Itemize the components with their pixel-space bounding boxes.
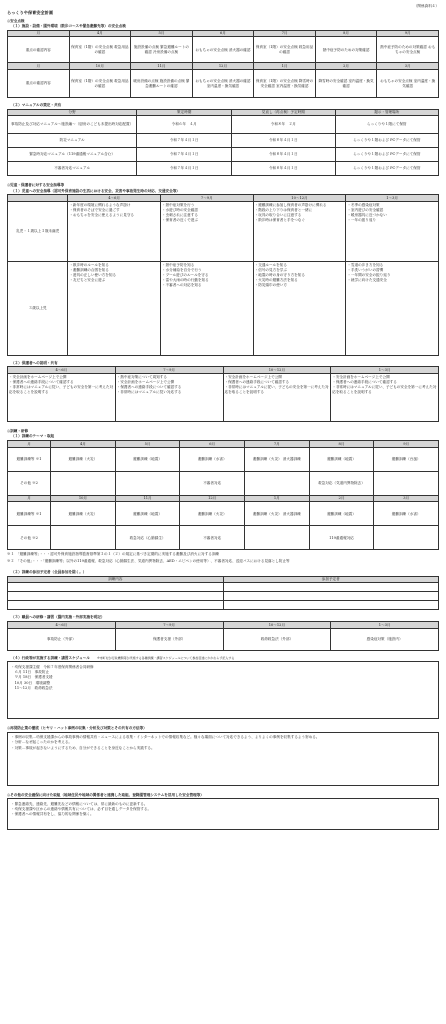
column-header: 1～3月 — [331, 621, 439, 628]
guidance-cell — [68, 261, 161, 355]
recurrence-prevention-box — [7, 732, 439, 786]
table-cell: おもちゃの安全点検 室内温度・換気確認 — [377, 70, 439, 98]
bullet-line: ・火災時の避難方法を知る — [254, 277, 298, 282]
bullet-line: ・地震の時の身の守り方を知る — [254, 272, 305, 277]
bullet-line: ・新年度の環境に慣れるような声掛け — [69, 202, 131, 207]
table-cell — [223, 583, 439, 592]
bullet-line: ・保育者のそばで安全に過ごす — [69, 207, 120, 212]
table-cell: 重点の確認内容 — [8, 37, 70, 63]
parent-sharing-table — [7, 366, 439, 422]
bullet-line: ・散歩時のルールを知る — [69, 262, 109, 267]
month-cell: 8月 — [309, 440, 374, 447]
bullet-line: ・安全計画をホームページ上で公開 — [224, 374, 282, 379]
table-cell — [51, 526, 116, 550]
parent-sharing-subheading: （２）保護者への説明・共有 — [11, 360, 58, 365]
manual-subheading: （２）マニュアルの策定・共有 — [11, 103, 62, 108]
month-cell: 3月 — [374, 495, 439, 502]
table-cell: 避難訓練（地震） — [115, 502, 180, 526]
table-cell: 救急対応（心肺蘇生） — [115, 526, 180, 550]
other-measures-box — [7, 798, 439, 830]
table-cell: らっくりや１階および PCデータにて保管 — [335, 134, 438, 148]
column-header: 1～3月 — [346, 195, 439, 202]
column-header: 7～9月 — [115, 621, 223, 628]
table-cell: 令和８年 ２月 — [232, 116, 335, 134]
table-cell: 感染症対策（施設内） — [331, 628, 439, 650]
table-cell — [8, 592, 224, 601]
table-cell — [223, 592, 439, 601]
row-label: ３歳以上児 — [8, 261, 68, 355]
manual-table — [7, 109, 439, 177]
table-cell: 保育室（1階）の安全点検 救急用品の確認 — [254, 37, 316, 63]
sharing-cell — [331, 374, 439, 422]
bullet-line: ・遊具の正しい使い方を知る — [69, 272, 117, 277]
table-cell: 事故防止（外部） — [8, 628, 116, 650]
month-cell: 12月 — [180, 495, 245, 502]
table-cell: 熱中症予防のための対策確認 おもちゃの安全点検 — [377, 37, 439, 63]
column-header: 分野 — [8, 109, 137, 116]
month-cell: 月 — [8, 30, 70, 37]
bullet-line: ・不審者への対応を知る — [161, 283, 202, 288]
bullet-line: ・交通ルールを知る — [254, 262, 287, 267]
column-header: 訓練内容 — [8, 576, 224, 583]
participants-subheading: （２）訓練の参加予定者（全員参加を除く。） — [11, 570, 87, 575]
table-cell: 救命救急法（外部） — [223, 628, 331, 650]
footnote-2: ※２ 「その他」・・・「避難訓練等」以外の119番通報、救急対応（心肺蘇生法、気道内異物除去、AED・エピペンの使用等）、不審者対応、送迎バスにおける見落とし防止等 — [7, 558, 290, 563]
month-cell: 1月 — [245, 495, 310, 502]
text-line: ・事例の収集…幼保支援課からの事故事例の情報共有・ニュースによる収集・インターネットでの情報収集など。様々な場面について対応できるよう、よりよくの事例を収集するよう努める。 — [11, 735, 320, 740]
month-cell: 6月 — [192, 30, 254, 37]
month-cell: 10月 — [51, 495, 116, 502]
document-title: らっくりや保育安全計画 — [7, 10, 54, 16]
month-cell: 1月 — [254, 63, 316, 70]
bullet-line: ・手洗いうがいの習慣 — [347, 267, 384, 272]
month-cell: 2月 — [315, 63, 377, 70]
bullet-line: ・熱中症対策について周知する — [116, 374, 167, 379]
external-training-note: ※市町村が行政機関等が実施する各種訓練・講習スケジュールについて参加目途にかかわらず記入する — [97, 655, 235, 660]
column-header: 10～12月 — [223, 367, 331, 374]
month-cell: 5月 — [131, 30, 193, 37]
child-guidance-subheading: （１）児童への安全指導（認可外保育施設の生活における安全、災害や事故発生時の対応、交通安全等） — [11, 188, 180, 193]
bullet-line: ・一年の振り返り — [347, 217, 377, 222]
bullet-line: ・おもちゃを安全に使えるように見守る — [69, 212, 135, 217]
column-header: 7～9月 — [115, 367, 223, 374]
reference-label: （関係資料４） — [413, 4, 439, 8]
table-cell — [8, 601, 224, 610]
participants-table — [7, 576, 439, 611]
bullet-line: ・保育者の近くで遊ぶ — [161, 217, 198, 222]
table-cell: 事故防止及び対応マニュアル～施設編～（厨房のこども未提出時対応配置） — [8, 116, 137, 134]
table-cell: 令和６年 ４月 — [137, 116, 232, 134]
month-cell: 5月 — [115, 440, 180, 447]
month-cell: 7月 — [245, 440, 310, 447]
table-cell: 重点の確認内容 — [8, 70, 70, 98]
table-cell: 施設設備の点検 緊急避難ルートの確認 冷房設備の点検 — [131, 37, 193, 63]
column-header: 4～6月 — [68, 195, 161, 202]
table-cell: らっくりや１階および PCデータにて保管 — [335, 162, 438, 176]
sharing-cell — [8, 374, 116, 422]
bullet-line: ・玩具の取り合いに注意する — [254, 212, 302, 217]
table-cell: 避難訓練（火災） — [180, 502, 245, 526]
bullet-line: ・階段の上り下りは保育者と一緒に — [254, 207, 313, 212]
column-header — [8, 195, 68, 202]
table-cell: 令和８年４月１日 — [232, 162, 335, 176]
table-cell: おもちゃの安全点検 消火器の確認 室内温度・換気確認 — [192, 70, 254, 98]
table-cell: 避難訓練（地震） — [115, 447, 180, 471]
month-cell: 12月 — [192, 63, 254, 70]
row-label: その他 ※2 — [8, 471, 51, 495]
bullet-line: ・非常時にはマニュアルに従い対応する — [116, 390, 182, 395]
table-cell: 避難訓練（台風） — [374, 447, 439, 471]
guidance-cell — [253, 201, 346, 261]
table-cell: 不審者対応 — [180, 471, 245, 495]
month-cell: 月 — [8, 63, 70, 70]
table-cell: 避難訓練（地震） — [309, 447, 374, 471]
child-guidance-table — [7, 194, 439, 356]
table-cell: おもちゃの安全点検 消火器の確認 — [192, 37, 254, 63]
row-label: 乳児・１歳以上３歳未満児 — [8, 201, 68, 261]
month-cell: 4月 — [51, 440, 116, 447]
table-cell: 熱中症予防のための対策確認 — [315, 37, 377, 63]
table-cell — [51, 471, 116, 495]
bullet-line: ・一年間の安全の振り返り — [347, 272, 391, 277]
row-label: その他 ※2 — [8, 526, 51, 550]
guidance-cell — [346, 261, 439, 355]
staff-training-subheading: （３）職員への研修・講習（園内実施・外部実施を明記） — [11, 615, 105, 620]
text-line: ・対策…事故が起きないようにするため、自分ができることを身近なことから実践する。 — [11, 745, 155, 750]
guidance-cell — [160, 201, 253, 261]
sharing-cell — [115, 374, 223, 422]
month-cell: 3月 — [377, 63, 439, 70]
row-label: 避難訓練等 ※1 — [8, 447, 51, 471]
table-cell: 令和８年４月１日 — [232, 134, 335, 148]
table-cell: 令和７年４月１日 — [137, 162, 232, 176]
guidance-cell — [346, 201, 439, 261]
table-cell: 不審者対応 — [180, 526, 245, 550]
month-cell: 月 — [8, 440, 51, 447]
text-line: ・緊急連絡先、連絡先、避難先などの情報については、常に最新のものに更新する。 — [11, 801, 148, 806]
bullet-line: ・非常時にはマニュアルに従い、子どもの安全を第一に考えた対応を取ることを説明する — [332, 385, 437, 394]
table-cell: らっくりや１階および PCデータにて保管 — [335, 148, 438, 162]
table-cell: 避難訓練（火災） — [51, 502, 116, 526]
bullet-line: ・友だちと安全に遊ぶ — [69, 277, 106, 282]
table-cell — [8, 583, 224, 592]
bullet-line: ・水分補給を自分で行う — [161, 267, 202, 272]
bullet-line: ・非常時にはマニュアルに従い、子どもの安全を第一に考えた対応を取ることを説明する — [9, 385, 114, 394]
bullet-line: ・安全計画をホームページ上で公開 — [332, 374, 390, 379]
bullet-line: ・安全計画をホームページ上で公開 — [9, 374, 67, 379]
text-line: ・保護者への情報共有をし、協力的な関係を築く。 — [11, 812, 94, 817]
bullet-line: ・プール遊びのルールを守る — [161, 272, 209, 277]
document-page — [7, 0, 439, 830]
drill-table — [7, 440, 439, 550]
bullet-line: ・冬季の感染症対策 — [347, 202, 380, 207]
table-cell: 119番通報対応 — [309, 526, 374, 550]
inspection-table — [7, 30, 439, 98]
bullet-line: ・保護者への連絡手段について確認する — [116, 385, 182, 390]
column-header: 4～6月 — [8, 367, 116, 374]
guidance-cell — [160, 261, 253, 355]
column-header: 1～3月 — [331, 367, 439, 374]
month-cell: 8月 — [315, 30, 377, 37]
section-safety-guidance-heading: ◎児童・保護者に対する安全指導等 — [7, 183, 65, 188]
month-cell: 9月 — [374, 440, 439, 447]
column-header: 参加予定者 — [223, 576, 439, 583]
month-cell: 2月 — [309, 495, 374, 502]
table-cell: 保護者支援（外部） — [115, 628, 223, 650]
bullet-line: ・雷や大雨の時の行動を知る — [161, 277, 209, 282]
table-cell — [245, 471, 310, 495]
table-cell: 避難訓練（火災） — [51, 447, 116, 471]
row-label: 避難訓練等 ※1 — [8, 502, 51, 526]
bullet-line: ・散歩時は保育者と手をつなぐ — [254, 217, 305, 222]
schedule-line: ９月 18日 保護者支援 — [11, 675, 53, 680]
month-cell: 7月 — [254, 30, 316, 37]
guidance-cell — [68, 201, 161, 261]
column-header: 10～12月 — [223, 621, 331, 628]
schedule-line: 11～12月 救命救急法 — [11, 685, 53, 690]
table-cell: 避難訓練（水害） — [374, 502, 439, 526]
bullet-line: ・避難訓練の合図を知る — [69, 267, 109, 272]
bullet-line: ・保護者への連絡手段について確認する — [9, 379, 74, 384]
table-cell: 令和７年４月１日 — [137, 148, 232, 162]
bullet-line: ・熱中症予防を知る — [161, 262, 195, 267]
schedule-line: 10月 30日 環境調整 — [11, 680, 51, 685]
table-cell: 緊急時対応マニュアル（119番通報マニュアル含む） — [8, 148, 137, 162]
table-cell: 避難訓練（火災） 消火器訓練 — [245, 502, 310, 526]
guidance-cell — [253, 261, 346, 355]
external-training-title: （４）行政等が実施する訓練・講習スケジュール — [11, 655, 90, 660]
table-cell: 保育室（1階）の安全点検 降雪時の安全確認 室内温度・換気確認 — [254, 70, 316, 98]
table-cell — [223, 601, 439, 610]
drill-theme-subheading: （１）訓練のテーマ・取組 — [11, 434, 55, 439]
facility-inspection-subheading: （１）施設・設備・園外環境（散歩コースや緊急避難先等）の安全点検 — [11, 24, 126, 29]
table-cell — [374, 471, 439, 495]
bullet-line: ・保護者への連絡手段について確認する — [332, 379, 397, 384]
table-cell: 令和８年４月１日 — [232, 148, 335, 162]
column-header: 策定時期 — [137, 109, 232, 116]
bullet-line: ・保護者への連絡手段について確認する — [224, 379, 290, 384]
bullet-line: ・非常時にはマニュアルに従い、子どもの安全を第一に考えた対応を取ることを説明する — [224, 385, 329, 394]
month-cell: 4月 — [69, 30, 131, 37]
table-cell: 令和７年４月１日 — [137, 134, 232, 148]
column-header: 4～6月 — [8, 621, 116, 628]
column-header: 10～12月 — [253, 195, 346, 202]
bullet-line: ・安全計画をホームページ上で公開 — [116, 379, 175, 384]
bullet-line: ・熱中症対策を行う — [161, 202, 195, 207]
bullet-line: ・虫刺されに注意する — [161, 212, 198, 217]
column-header: 掲示・管理場所 — [335, 109, 438, 116]
table-cell — [115, 471, 180, 495]
table-cell: 保育室（1階）の安全点検 救急用品の確認 — [69, 70, 131, 98]
month-cell: 9月 — [377, 30, 439, 37]
month-cell: 11月 — [131, 63, 193, 70]
footnote-1: ※１ 「避難訓練等」・・・認可外保育施設指導監督基準第３の１（２）の規定に基づき定期的に実施する避難及び消火に対する訓練 — [7, 552, 220, 557]
text-line: ・分析…なぜ起こったのかを考える。 — [11, 740, 73, 745]
schedule-line: ６月 11日 事故防止 — [11, 670, 50, 674]
bullet-line: ・避難訓練に参加し保育者の声掛けに慣れる — [254, 202, 327, 207]
bullet-line: ・防災頭巾の使い方 — [254, 283, 287, 288]
table-cell — [374, 526, 439, 550]
section-training-heading: ◎訓練・研修 — [7, 429, 29, 433]
table-cell: 不審者対応マニュアル — [8, 162, 137, 176]
external-training-box — [7, 661, 439, 719]
bullet-line: ・雪道の歩き方を知る — [347, 262, 384, 267]
table-cell: 避難訓練（火災） 消火器訓練 — [245, 447, 310, 471]
bullet-line: ・暖房器具に近づかない — [347, 212, 387, 217]
table-cell: 救急対応（気道内異物除去） — [309, 471, 374, 495]
staff-training-table — [7, 621, 439, 651]
recurrence-prevention-heading: ◎再発防止策の徹底（ヒヤリ・ハット事例の収集・分析及び対策とその共有の方法等） — [7, 726, 147, 731]
table-cell: らっくりや１階にて保管 — [335, 116, 438, 134]
table-cell: 避難訓練（水害） — [180, 447, 245, 471]
table-cell: 降雪時の安全確認 室内温度・換気確認 — [315, 70, 377, 98]
month-cell: 月 — [8, 495, 51, 502]
table-cell: 暖房設備の点検 施設設備の点検 緊急避難ルートの確認 — [131, 70, 193, 98]
month-cell: 11月 — [115, 495, 180, 502]
external-training-subheading — [11, 656, 439, 661]
bullet-line: ・就学に向けた交通安全 — [347, 277, 387, 282]
table-cell — [245, 526, 310, 550]
bullet-line: ・水遊び時の安全確認 — [161, 207, 198, 212]
table-cell: 防災マニュアル — [8, 134, 137, 148]
month-cell: 6月 — [180, 440, 245, 447]
column-header: 7～9月 — [160, 195, 253, 202]
text-line: ・幼保支援課や区からの連絡や情報共有については、必ず目を通しデータを保管する。 — [11, 806, 152, 811]
other-measures-heading: ◎その他の安全確保に向けた取組（地域住民や地域の関係者と連携した取組、登降園管理システムを活用した安全管理等） — [7, 792, 204, 797]
bullet-line: ・信号の見方を学ぶ — [254, 267, 287, 272]
sharing-cell — [223, 374, 331, 422]
section-safety-inspection-heading: ◎安全点検 — [7, 18, 25, 23]
table-cell: 避難訓練（地震） — [309, 502, 374, 526]
table-cell: 保育室（1階）の安全点検 救急用品の確認 — [69, 37, 131, 63]
bullet-line: ・室内遊びの安全確認 — [347, 207, 384, 212]
month-cell: 10月 — [69, 63, 131, 70]
column-header: 見直し（再点検）予定時期 — [232, 109, 335, 116]
schedule-line: ・幼保支援課主催 令和７年度保育関係者合同研修 — [11, 664, 94, 669]
